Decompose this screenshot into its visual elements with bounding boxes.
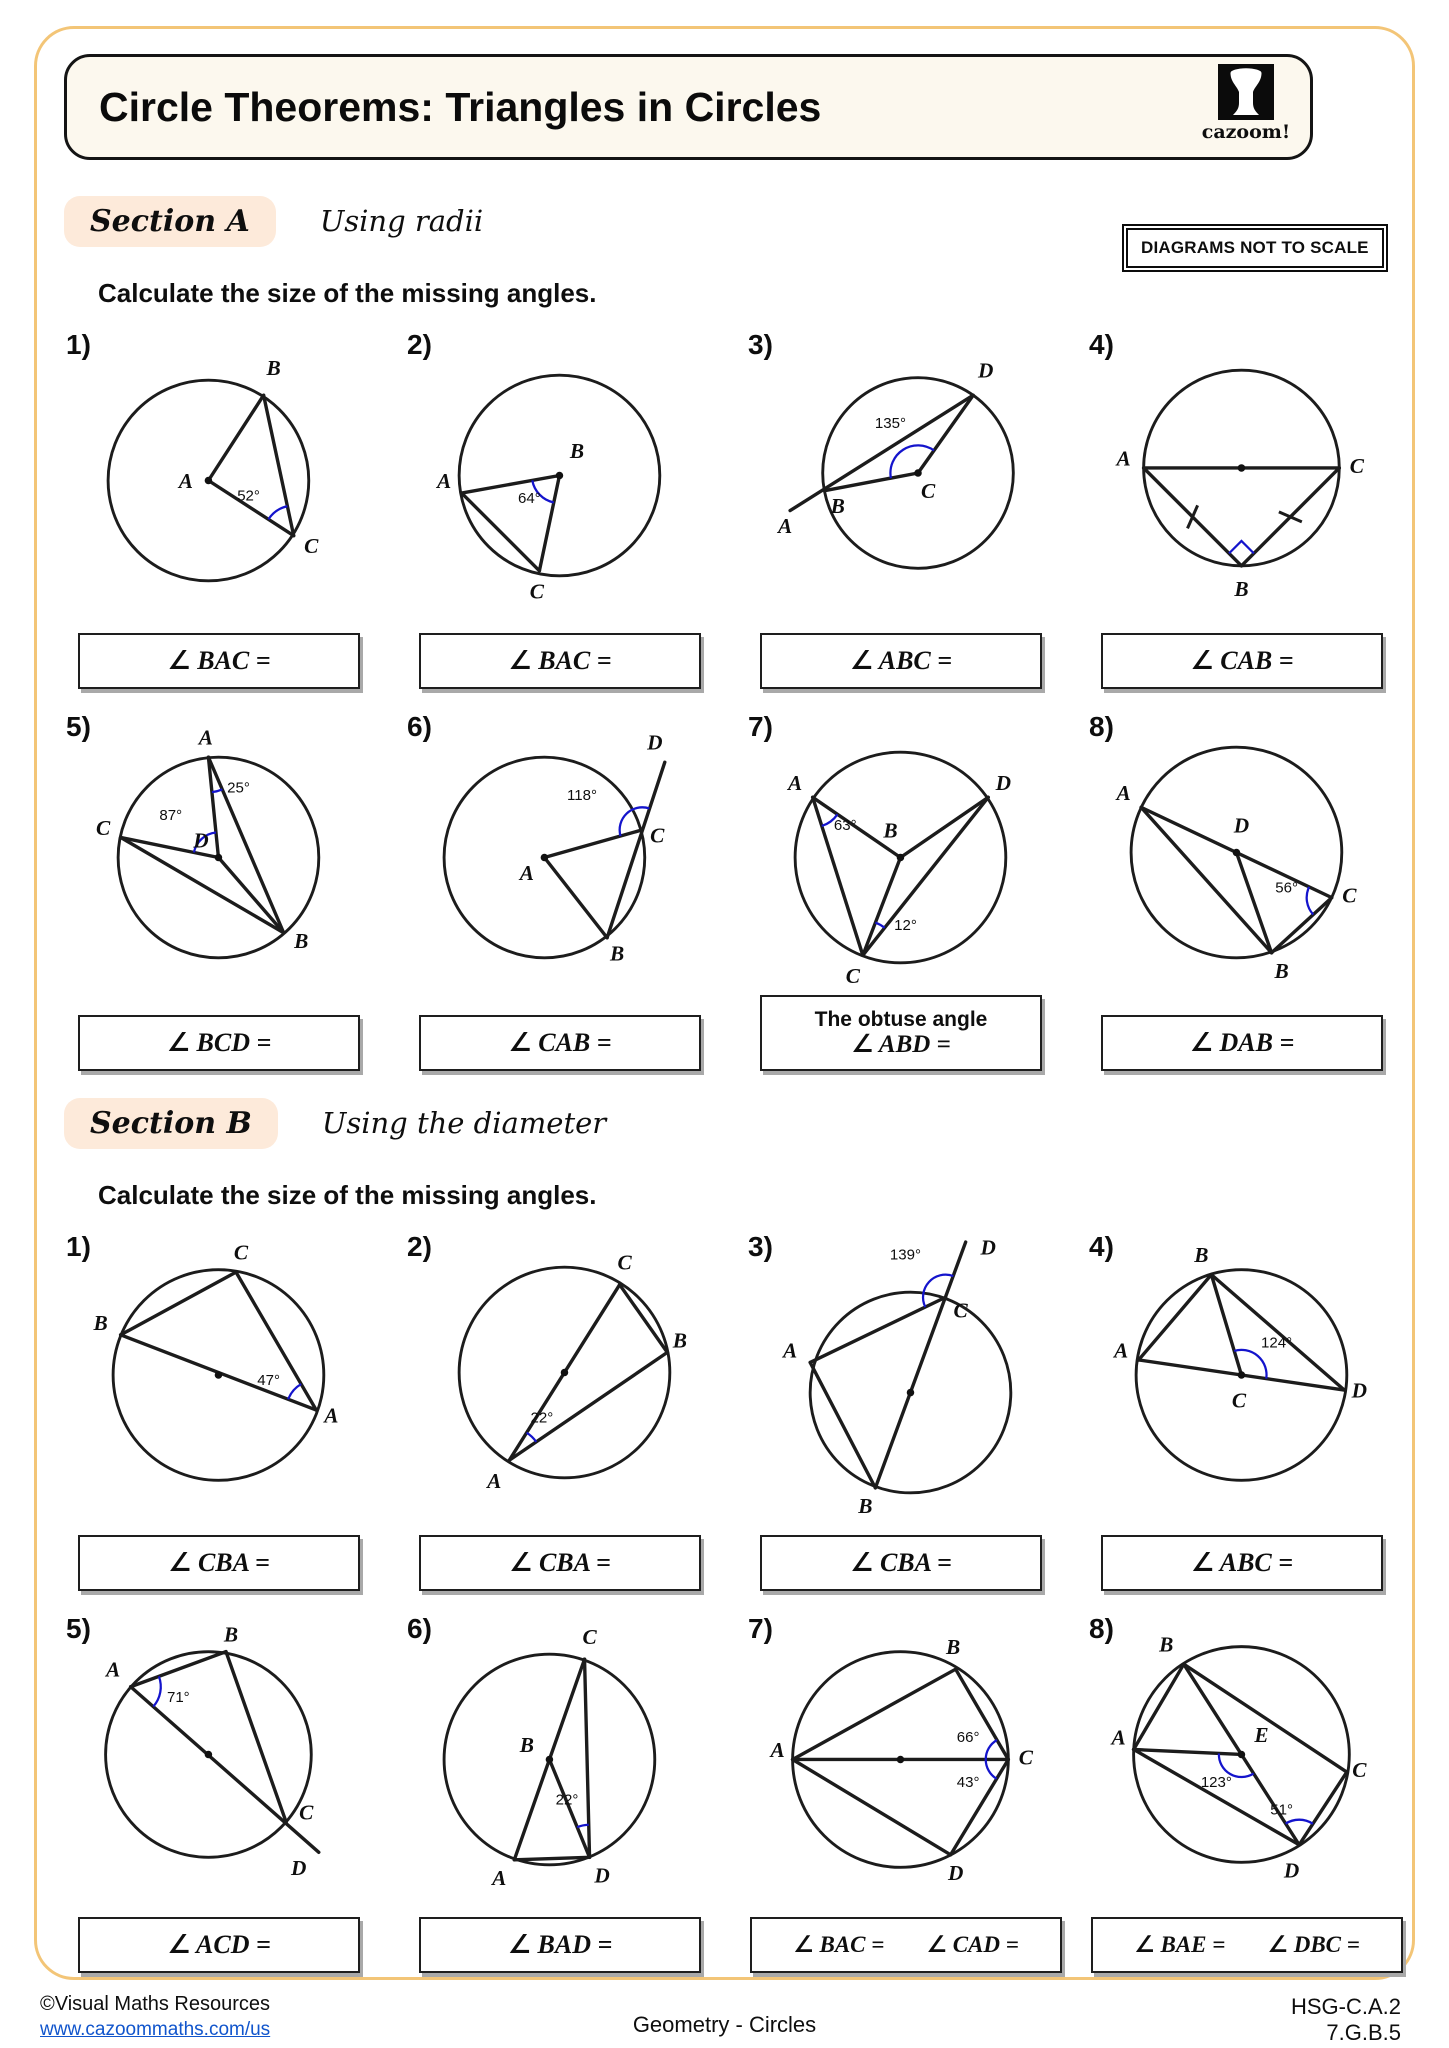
point-label: E	[1253, 1722, 1269, 1747]
angle-answer-label: ∠ CBA =	[168, 1548, 270, 1577]
point-label: C	[529, 579, 544, 604]
chord-line	[790, 395, 973, 510]
angle-arc	[153, 1676, 160, 1706]
point-label: C	[617, 1250, 632, 1275]
circle-diagram	[760, 1609, 1066, 1915]
chord-line	[263, 395, 293, 535]
chord-line	[900, 797, 988, 857]
center-dot	[214, 1371, 222, 1379]
point-label: A	[1110, 1725, 1126, 1750]
instruction-text: Calculate the size of the missing angles.	[98, 1180, 597, 1210]
angle-answer-label: ∠ BAC =	[167, 646, 271, 675]
center-dot	[1237, 1371, 1245, 1379]
answer-box	[1091, 1917, 1403, 1973]
point-label: B	[569, 438, 584, 463]
angle-arc	[1285, 1820, 1312, 1824]
point-label: A	[1115, 446, 1131, 471]
angle-arc	[985, 1740, 996, 1759]
chord-line	[218, 857, 283, 932]
diagram-cell	[746, 321, 1079, 689]
angle-value: 22°	[555, 1791, 578, 1809]
point-label: B	[857, 1493, 872, 1518]
footer-standards	[1291, 1994, 1401, 2047]
diagram-cell	[405, 1605, 738, 1973]
circle-diagram	[78, 1227, 384, 1533]
chord-line	[544, 830, 642, 858]
circle-diagram	[760, 325, 1066, 631]
angle-value: 47°	[256, 1372, 280, 1390]
chord-line	[1133, 1749, 1241, 1754]
point-label: C	[1018, 1745, 1033, 1770]
diagram-cell	[405, 703, 738, 1071]
angle-answer-label: ∠ BAE =	[1134, 1932, 1226, 1957]
center-dot	[1237, 1751, 1245, 1759]
logo-text: cazoom!	[1201, 121, 1291, 143]
center-dot	[914, 469, 922, 477]
answer-box	[419, 1535, 701, 1591]
chord-line	[539, 475, 559, 570]
circle-diagram	[1101, 325, 1407, 631]
diagram-cell	[1087, 703, 1420, 1071]
center-dot	[906, 1389, 914, 1397]
diagram-number: 3)	[748, 1231, 773, 1262]
angle-value: 51°	[1269, 1801, 1293, 1819]
angle-value: 66°	[956, 1728, 980, 1746]
point-label: A	[105, 1657, 120, 1682]
section-header	[64, 1092, 1396, 1154]
cazoom-logo	[1196, 64, 1296, 143]
point-label: B	[1233, 576, 1249, 601]
chord-line	[1133, 1749, 1299, 1844]
point-label: C	[1341, 883, 1356, 908]
angle-answer-label: ∠ BAC =	[793, 1932, 885, 1957]
not-to-scale-notice: DIAGRAMS NOT TO SCALE	[1122, 224, 1388, 272]
website-link[interactable]: www.cazoommaths.com/us	[40, 2019, 271, 2040]
point-label: D	[995, 770, 1011, 795]
chord-line	[792, 1759, 950, 1854]
angle-value: 64°	[517, 490, 541, 508]
point-label: C	[233, 1240, 248, 1265]
angle-value: 124°	[1260, 1334, 1292, 1352]
copyright-text: ©Visual Maths Resources	[40, 1993, 271, 2015]
center-dot	[204, 477, 212, 485]
chord-line	[236, 1272, 316, 1410]
page-title: Circle Theorems: Triangles in Circles	[99, 84, 822, 130]
answer-box	[78, 633, 360, 689]
chord-line	[862, 797, 987, 955]
point-label: D	[1283, 1858, 1299, 1883]
answer-labels	[167, 1930, 271, 1960]
angle-value: 43°	[956, 1774, 980, 1792]
center-dot	[896, 1756, 904, 1764]
chord-line	[1138, 1275, 1211, 1360]
tick-mark	[1278, 512, 1301, 522]
diagram-cell	[746, 1605, 1079, 1973]
point-label: C	[1351, 1758, 1366, 1783]
point-label: B	[293, 928, 308, 953]
chord-line	[862, 857, 900, 955]
point-label: C	[1349, 453, 1364, 478]
answer-labels	[508, 1028, 611, 1058]
point-label: A	[198, 725, 213, 750]
point-label: D	[192, 828, 209, 853]
angle-answer-label: ∠ DAB =	[1189, 1028, 1295, 1057]
point-label: B	[609, 941, 624, 966]
point-label: C	[920, 479, 935, 504]
diagram-cell	[1087, 1605, 1420, 1973]
point-label: B	[672, 1328, 687, 1353]
point-label: D	[646, 730, 662, 755]
diagram-cell	[405, 1223, 738, 1591]
answer-labels	[850, 646, 952, 676]
point-label: C	[95, 815, 110, 840]
point-label: A	[178, 469, 193, 494]
answer-box	[1101, 1535, 1383, 1591]
chord-line	[792, 1669, 955, 1759]
instruction-text: Calculate the size of the missing angles.	[98, 278, 597, 308]
section-a	[64, 190, 1396, 1071]
diagram-number: 1)	[66, 329, 91, 360]
point-label: C	[845, 963, 860, 988]
point-label: C	[581, 1625, 597, 1650]
answer-labels	[508, 1930, 613, 1960]
chord-line	[1299, 1772, 1347, 1845]
circle-diagram	[1101, 1227, 1407, 1533]
answer-box	[78, 1015, 360, 1071]
point-label: B	[1273, 958, 1289, 983]
angle-answer-label: ∠ ACD =	[167, 1930, 271, 1959]
point-label: B	[92, 1310, 108, 1335]
diagram-cell	[64, 1605, 397, 1973]
diagram-number: 6)	[407, 1613, 432, 1644]
center-dot	[204, 1751, 212, 1759]
diagram-number: 6)	[407, 711, 432, 742]
diagram-cell	[1087, 321, 1420, 689]
answer-labels	[793, 1932, 1019, 1958]
point-label: A	[782, 1338, 797, 1363]
diagram-grid	[64, 321, 1396, 1071]
point-label: A	[436, 469, 451, 494]
point-label: B	[882, 818, 898, 843]
point-label: C	[953, 1298, 968, 1323]
section-b	[64, 1092, 1396, 1973]
diagram-number: 7)	[748, 1613, 773, 1644]
answer-box	[750, 1917, 1062, 1973]
answer-labels	[168, 1548, 270, 1578]
standard-code-2: 7.G.B.5	[1326, 2020, 1401, 2046]
point-label: A	[491, 1865, 506, 1890]
standard-code-1: HSG-C.A.2	[1290, 1994, 1401, 2019]
section-header	[64, 190, 1396, 252]
chord-line	[810, 1362, 875, 1487]
center-dot	[545, 1756, 553, 1764]
chord-line	[1141, 807, 1271, 952]
point-label: C	[649, 823, 664, 848]
diagram-cell	[64, 703, 397, 1071]
circle-diagram	[760, 1227, 1066, 1533]
point-label: D	[1233, 813, 1249, 838]
answer-labels	[509, 1548, 611, 1578]
angle-answer-label: ∠ DBC =	[1267, 1932, 1360, 1957]
angle-answer-label: ∠ BAC =	[508, 646, 612, 675]
angle-value: 71°	[166, 1688, 190, 1706]
answer-box	[1101, 633, 1383, 689]
diagram-cell	[64, 321, 397, 689]
tick-mark	[1187, 505, 1197, 528]
drum-icon	[1216, 64, 1276, 122]
diagram-cell	[405, 321, 738, 689]
center-dot	[555, 472, 563, 480]
point-label: B	[266, 356, 281, 381]
angle-value: 12°	[893, 917, 917, 935]
diagram-cell	[746, 703, 1079, 1071]
answer-box	[419, 1015, 701, 1071]
point-label: D	[593, 1863, 610, 1888]
chord-line	[130, 1687, 318, 1853]
diagram-number: 8)	[1089, 711, 1114, 742]
angle-value: 87°	[158, 806, 182, 824]
answer-box	[1101, 1015, 1383, 1071]
angle-value: 139°	[889, 1246, 921, 1264]
chord-line	[208, 395, 263, 480]
angle-value: 123°	[1200, 1774, 1232, 1792]
center-dot	[214, 854, 222, 862]
angle-arc	[875, 923, 884, 928]
point-label: B	[1193, 1243, 1208, 1268]
angle-answer-label: ∠ CAB =	[508, 1028, 612, 1057]
chord-line	[1183, 1664, 1346, 1772]
angle-answer-label: ∠ CBA =	[850, 1548, 952, 1577]
answer-labels	[1191, 1548, 1293, 1578]
diagram-number: 5)	[66, 711, 91, 742]
chord-line	[1133, 1664, 1183, 1749]
answer-box	[760, 995, 1042, 1071]
diagram-cell	[64, 1223, 397, 1591]
point-label: B	[945, 1635, 960, 1660]
answer-box	[419, 1917, 701, 1973]
answer-box	[78, 1917, 360, 1973]
chord-line	[544, 857, 607, 937]
center-dot	[1237, 464, 1245, 472]
diagram-cell	[746, 1223, 1079, 1591]
angle-value: 52°	[236, 487, 260, 505]
angle-arc	[288, 1384, 301, 1399]
chord-line	[825, 473, 918, 491]
answer-box	[760, 1535, 1042, 1591]
right-angle-mark	[1229, 541, 1254, 553]
answer-box	[419, 633, 701, 689]
angle-answer-label: ∠ CAD =	[926, 1932, 1019, 1957]
point-label: B	[1158, 1632, 1173, 1657]
diagram-number: 4)	[1089, 329, 1114, 360]
angle-value: 56°	[1274, 879, 1298, 897]
circle-diagram	[78, 325, 384, 631]
answer-labels	[1190, 1028, 1295, 1058]
angle-answer-label: ∠ ABD =	[851, 1030, 951, 1058]
section-label: Section A	[64, 196, 276, 247]
point-label: A	[519, 861, 534, 886]
point-label: D	[290, 1855, 306, 1880]
diagram-number: 8)	[1089, 1613, 1114, 1644]
point-label: B	[519, 1732, 534, 1757]
answer-labels	[851, 1031, 951, 1059]
chord-line	[584, 1659, 589, 1857]
point-label: A	[486, 1468, 501, 1493]
center-dot	[540, 854, 548, 862]
diagram-number: 4)	[1089, 1231, 1114, 1262]
angle-answer-label: ∠ CAB =	[1190, 646, 1294, 675]
answer-labels	[850, 1548, 952, 1578]
point-label: C	[298, 1800, 313, 1825]
point-label: A	[769, 1737, 785, 1762]
diagram-number: 2)	[407, 329, 432, 360]
chord-line	[619, 1285, 667, 1353]
section-subtitle: Using the diameter	[321, 1106, 607, 1140]
point-label: D	[1351, 1378, 1367, 1403]
answer-labels	[508, 646, 611, 676]
answer-labels	[1190, 646, 1293, 676]
diagram-number: 1)	[66, 1231, 91, 1262]
angle-value: 135°	[874, 414, 906, 432]
point-label: D	[977, 358, 993, 383]
diagram-number: 5)	[66, 1613, 91, 1644]
circle-diagram	[1101, 1609, 1407, 1915]
angle-answer-label: ∠ ABC =	[849, 646, 953, 675]
point-label: A	[1115, 780, 1131, 805]
angle-value: 25°	[226, 779, 250, 797]
angle-arc	[577, 1825, 589, 1827]
answer-labels	[167, 646, 270, 676]
chord-line	[875, 1242, 965, 1488]
circle-diagram	[419, 707, 725, 1013]
circle-diagram	[419, 1227, 725, 1533]
answer-labels	[1134, 1932, 1360, 1958]
angle-arc	[268, 506, 287, 519]
angle-arc	[985, 1759, 996, 1778]
point-label: D	[980, 1235, 996, 1260]
chord-line	[1271, 898, 1331, 953]
chord-line	[918, 395, 973, 473]
chord-line	[461, 475, 559, 493]
angle-answer-label: ∠ BCD =	[166, 1028, 272, 1057]
center-dot	[896, 854, 904, 862]
diagram-number: 7)	[748, 711, 773, 742]
angle-value: 118°	[566, 786, 597, 804]
circle-diagram	[419, 1609, 725, 1915]
circle-diagram	[78, 707, 384, 1013]
center-dot	[560, 1369, 568, 1377]
answer-box-heading: The obtuse angle	[814, 1007, 988, 1031]
section-label: Section B	[64, 1098, 278, 1149]
answer-box	[78, 1535, 360, 1591]
point-label: B	[830, 494, 845, 519]
circle-diagram	[760, 707, 1066, 1013]
point-label: A	[787, 770, 802, 795]
footer-document-category: Geometry - Circles	[632, 2012, 817, 2037]
chord-line	[120, 1272, 235, 1335]
answer-box	[760, 633, 1042, 689]
title-bar	[64, 54, 1313, 160]
point-label: A	[1113, 1338, 1128, 1363]
angle-value: 63°	[833, 816, 857, 834]
point-label: A	[777, 514, 792, 539]
answer-labels	[167, 1028, 272, 1058]
angle-arc	[1306, 887, 1313, 915]
diagram-number: 2)	[407, 1231, 432, 1262]
angle-answer-label: ∠ BAD =	[507, 1930, 613, 1959]
center-dot	[1232, 849, 1240, 857]
angle-answer-label: ∠ ABC =	[1190, 1548, 1294, 1577]
circle-diagram	[1101, 707, 1407, 1013]
angle-answer-label: ∠ CBA =	[509, 1548, 611, 1577]
point-label: C	[303, 534, 318, 559]
point-label: D	[947, 1860, 963, 1885]
point-label: B	[223, 1622, 238, 1647]
circle-diagram	[419, 325, 725, 631]
angle-value: 22°	[530, 1409, 553, 1427]
point-label: A	[323, 1403, 338, 1428]
circle-diagram	[78, 1609, 384, 1915]
diagram-cell	[1087, 1223, 1420, 1591]
angle-arc	[526, 1433, 536, 1442]
diagram-number: 3)	[748, 329, 773, 360]
section-subtitle: Using radii	[319, 204, 484, 238]
point-label: C	[1231, 1388, 1246, 1413]
diagram-grid	[64, 1223, 1396, 1973]
